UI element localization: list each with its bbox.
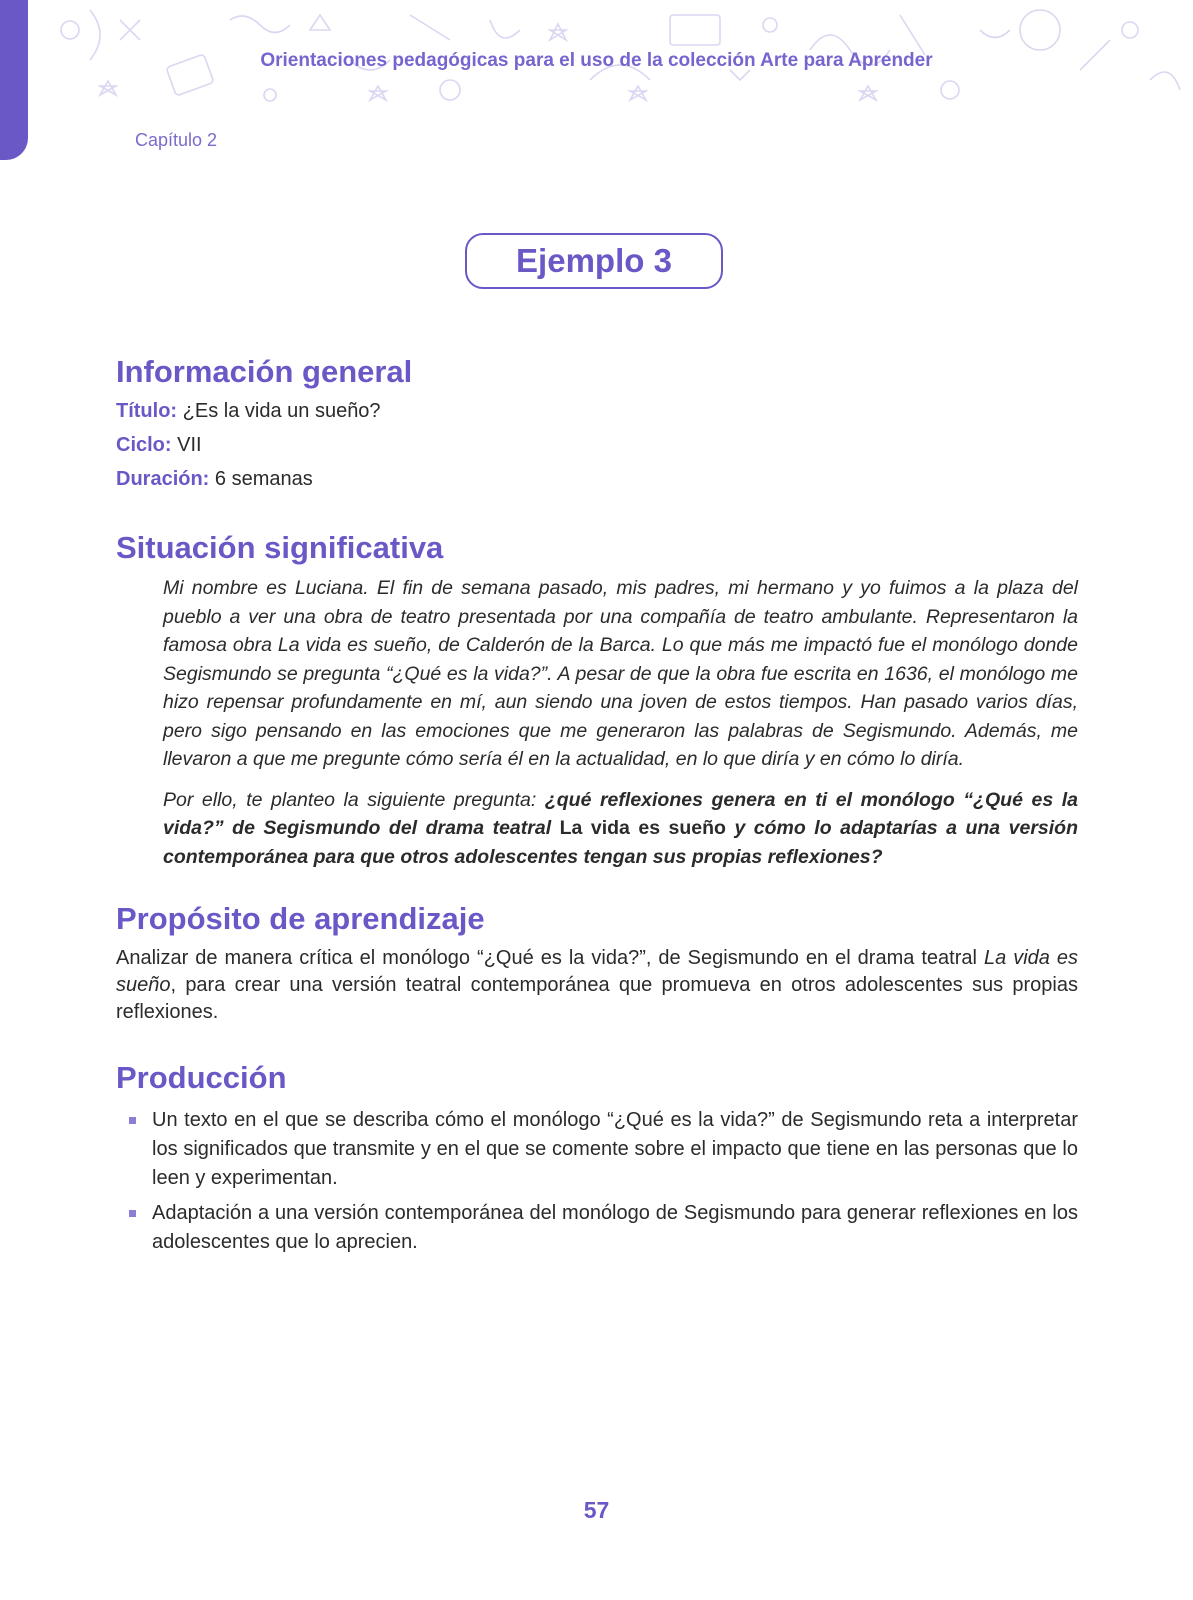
- bullet-square-icon: [129, 1210, 136, 1217]
- purpose-text-part-2: , para crear una versión teatral contemporánea que promueva en otros adolescentes sus propias reflexiones.: [116, 974, 1078, 1023]
- situation-question-part-2: y cómo lo adaptarías a una versión contemporánea para que otros adolescentes tengan sus propias reflexiones?: [163, 817, 1078, 868]
- example-label-box: [465, 233, 723, 289]
- info-duration-row: [116, 462, 1078, 496]
- page-number: 57: [583, 1497, 610, 1523]
- learning-purpose-text: [116, 945, 1078, 1026]
- info-cycle-label: Ciclo:: [116, 434, 172, 456]
- general-info-section: [116, 352, 1078, 496]
- production-section: [116, 1058, 1078, 1263]
- chapter-label: Capítulo 2: [135, 130, 218, 150]
- info-cycle-value: VII: [177, 434, 202, 456]
- side-tab-marker: [0, 0, 28, 160]
- situation-paragraph-1: Mi nombre es Luciana. El fin de semana pasado, mis padres, mi hermano y yo fuimos a la plaza del pueblo a ver una obra de teatro presentada por una compañía de teatro ambulante. Representaron la famosa obra La vida es sueño, de Calderón de la Barca. Lo que más me impactó fue el monólogo donde Segismundo se pregunta “¿Qué es la vida?”. A pesar de que la obra fue escrita en 1636, el monólogo me hizo repensar profundamente en mí, aun siendo una joven de estos tiempos. Han pasado varios días, pero sigo pensando en las emociones que me generaron las palabras de Segismundo. Además, me llevaron a que me pregunte cómo sería él en la actualidad, en lo que diría y en cómo lo diría.: [163, 577, 1078, 770]
- production-heading: Producción: [116, 1060, 287, 1095]
- learning-purpose-heading: Propósito de aprendizaje: [116, 901, 485, 936]
- info-title-row: [116, 394, 1078, 428]
- info-title-value: ¿Es la vida un sueño?: [182, 400, 381, 422]
- info-duration-value: 6 semanas: [214, 468, 313, 490]
- situation-quote: [163, 574, 1078, 871]
- purpose-work-title: La vida es sueño: [116, 947, 1079, 996]
- list-item: [116, 1106, 1078, 1193]
- situation-paragraph-2: [163, 786, 1078, 872]
- production-item-2: Adaptación a una versión contemporánea del monólogo de Segismundo para generar reflexiones en los adolescentes que lo aprecien.: [152, 1202, 1078, 1253]
- list-item: [116, 1199, 1078, 1257]
- info-cycle-row: [116, 428, 1078, 462]
- learning-purpose-section: [116, 899, 1078, 1026]
- info-duration-label: Duración:: [116, 468, 210, 490]
- purpose-text-part-1: Analizar de manera crítica el monólogo “¿Qué es la vida?”, de Segismundo en el drama teatral: [116, 947, 984, 969]
- situation-work-title: La vida es sueño: [559, 817, 726, 839]
- significant-situation-heading: Situación significativa: [116, 530, 444, 565]
- production-item-1: Un texto en el que se describa cómo el monólogo “¿Qué es la vida?” de Segismundo reta a interpretar los significados que transmite y en el que se comente sobre el impacto que tiene en las personas que lo leen y experimentan.: [152, 1109, 1078, 1189]
- significant-situation-section: [116, 528, 1078, 883]
- info-title-label: Título:: [116, 400, 178, 422]
- situation-question-intro: Por ello, te planteo la siguiente pregunta:: [163, 788, 545, 811]
- production-list: [116, 1106, 1078, 1257]
- situation-question-part-1: ¿qué reflexiones genera en ti el monólogo “¿Qué es la vida?” de Segismundo del drama teatral: [163, 788, 1078, 839]
- example-label: Ejemplo 3: [516, 242, 672, 279]
- document-header-title: Orientaciones pedagógicas para el uso de la colección Arte para Aprender: [260, 50, 933, 71]
- general-info-heading: Información general: [116, 354, 413, 389]
- bullet-square-icon: [129, 1117, 136, 1124]
